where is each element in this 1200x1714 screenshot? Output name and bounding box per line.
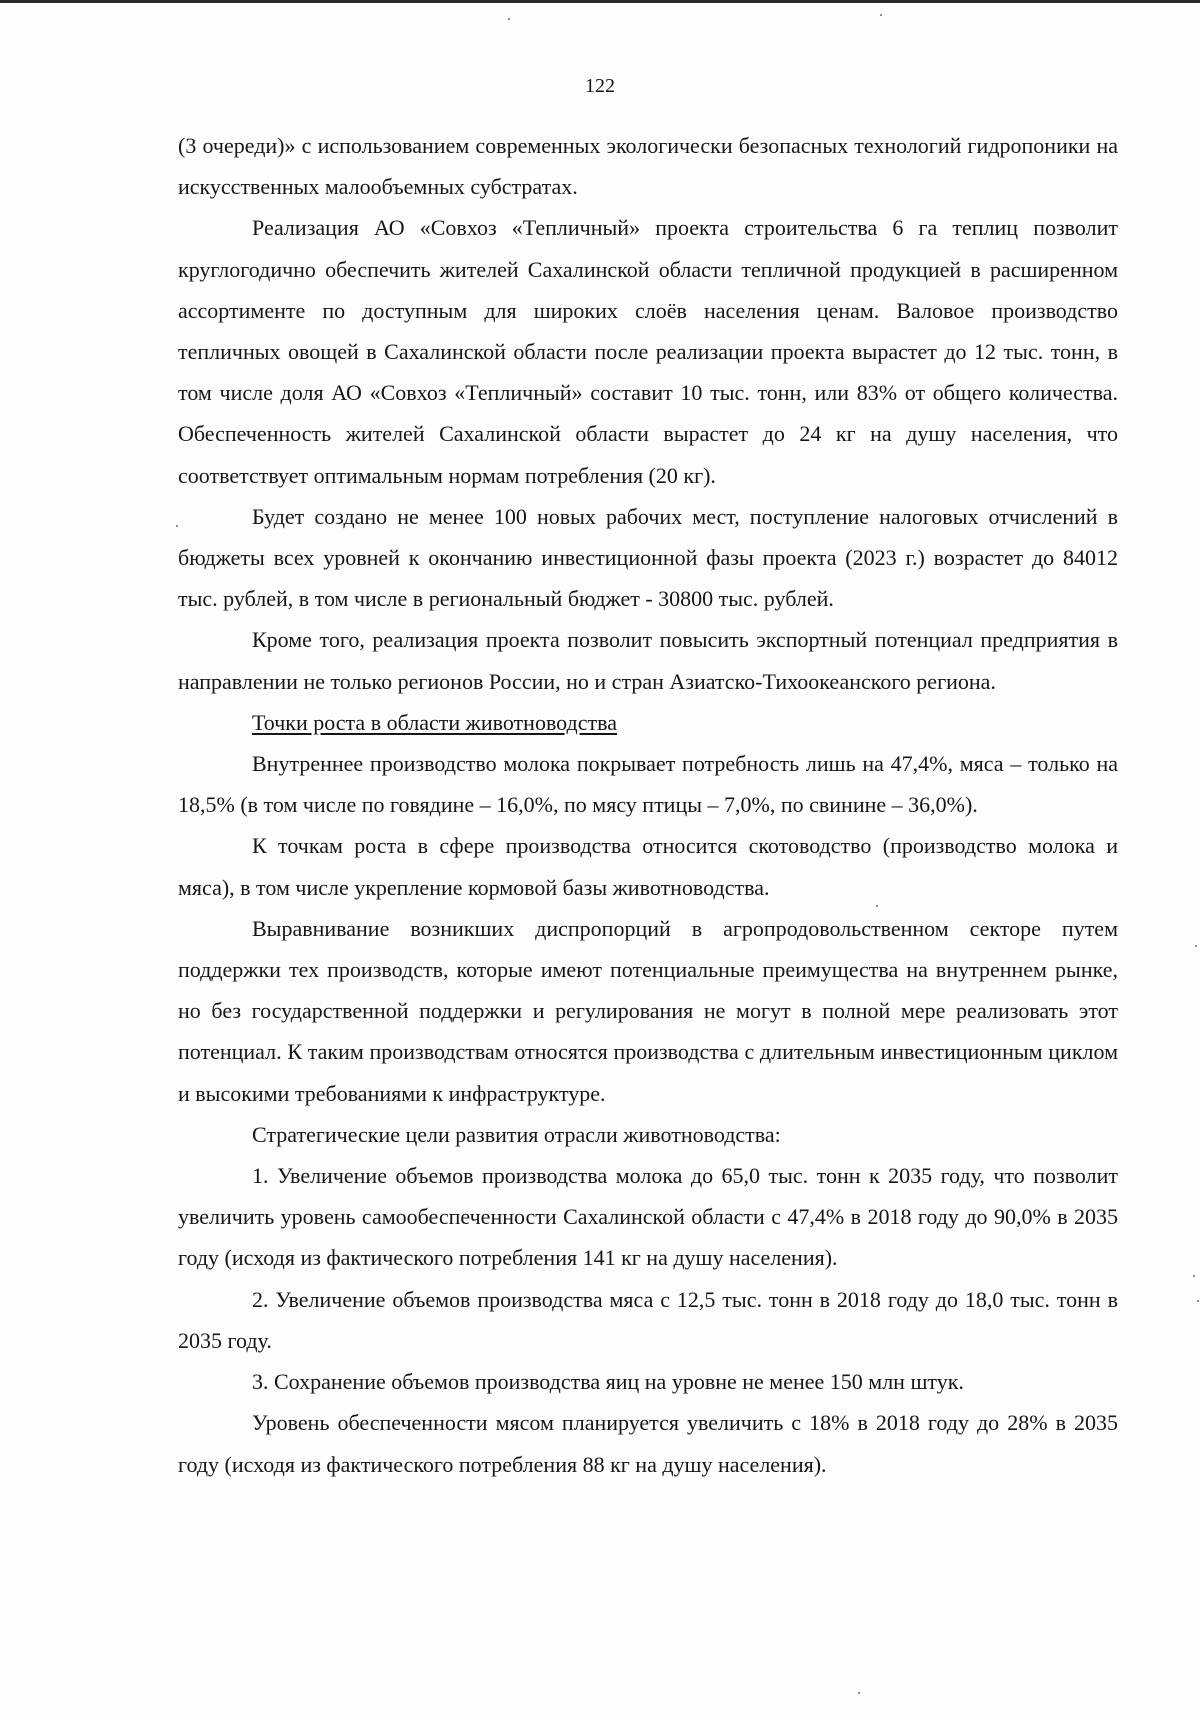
paragraph-growth-points: К точкам роста в сфере производства относится скотоводство (производство молока и мяса), в том числе укрепление кормовой базы животноводства. bbox=[178, 833, 1118, 900]
paragraph-disproportions: Выравнивание возникших диспропорций в агропродовольственном секторе путем поддержки тех производств, которые имеют потенциальные преимущества на внутреннем рынке, но без государственной поддержки и регулирования не могут в полной мере реализовать этот потенциал. К таким производствам относятся производства с длительным инвестиционным циклом и высокими требованиями к инфраструктуре. bbox=[178, 915, 1118, 1106]
scan-speck bbox=[880, 14, 882, 16]
paragraph-domestic-production: Внутреннее производство молока покрывает потребность лишь на 47,4%, мяса – только на 18,5% (в том числе по говядине – 16,0%, по мясу птицы – 7,0%, по свинине – 36,0%). bbox=[178, 751, 1118, 818]
list-item-meat: 2. Увеличение объемов производства мяса с 12,5 тыс. тонн в 2018 году до 18,0 тыс. тонн в 2035 году. bbox=[178, 1286, 1118, 1353]
paragraph-jobs-taxes: Будет создано не менее 100 новых рабочих мест, поступление налоговых отчислений в бюджеты всех уровней к окончанию инвестиционной фазы проекта (2023 г.) возрастет до 84012 тыс. рублей, в том числе в региональный бюджет - 30800 тыс. рублей. bbox=[178, 503, 1118, 612]
paragraph-continuation: (3 очереди)» с использованием современных экологически безопасных технологий гидропоники на искусственных малообъемных субстратах. bbox=[178, 133, 1118, 200]
paragraph-meat-supply: Уровень обеспеченности мясом планируется увеличить с 18% в 2018 году до 28% в 2035 году (исходя из фактического потребления 88 кг на душу населения). bbox=[178, 1410, 1118, 1477]
list-item-milk: 1. Увеличение объемов производства молока до 65,0 тыс. тонн к 2035 году, что позволит увеличить уровень самообеспеченности Сахалинской области с 47,4% в 2018 году до 90,0% в 2035 году (исходя из фактического потребления 141 кг на душу населения). bbox=[178, 1163, 1118, 1271]
document-body bbox=[178, 125, 1118, 1485]
scan-speck bbox=[1193, 1275, 1195, 1277]
scan-top-edge bbox=[0, 0, 1200, 3]
scan-speck bbox=[1195, 945, 1197, 947]
scan-speck bbox=[508, 18, 510, 20]
section-heading-livestock: Точки роста в области животноводства bbox=[252, 709, 617, 735]
scan-speck bbox=[1197, 1300, 1199, 1302]
paragraph-export-potential: Кроме того, реализация проекта позволит повысить экспортный потенциал предприятия в направлении не только регионов России, но и стран Азиатско-Тихоокеанского региона. bbox=[178, 627, 1118, 694]
page-number: 122 bbox=[585, 75, 615, 97]
paragraph-greenhouse-project: Реализация АО «Совхоз «Тепличный» проекта строительства 6 га теплиц позволит круглогодично обеспечить жителей Сахалинской области тепличной продукцией в расширенном ассортименте по доступным для широких слоёв населения ценам. Валовое производство тепличных овощей в Сахалинской области после реализации проекта вырастет до 12 тыс. тонн, в том числе доля АО «Совхоз «Тепличный» составит 10 тыс. тонн, или 83% от общего количества. Обеспеченность жителей Сахалинской области вырастет до 24 кг на душу населения, что соответствует оптимальным нормам потребления (20 кг). bbox=[178, 215, 1118, 488]
scan-speck bbox=[858, 1692, 860, 1694]
paragraph-strategic-goals: Стратегические цели развития отрасли животноводства: bbox=[252, 1121, 781, 1147]
list-item-eggs: 3. Сохранение объемов производства яиц на уровне не менее 150 млн штук. bbox=[252, 1369, 964, 1395]
